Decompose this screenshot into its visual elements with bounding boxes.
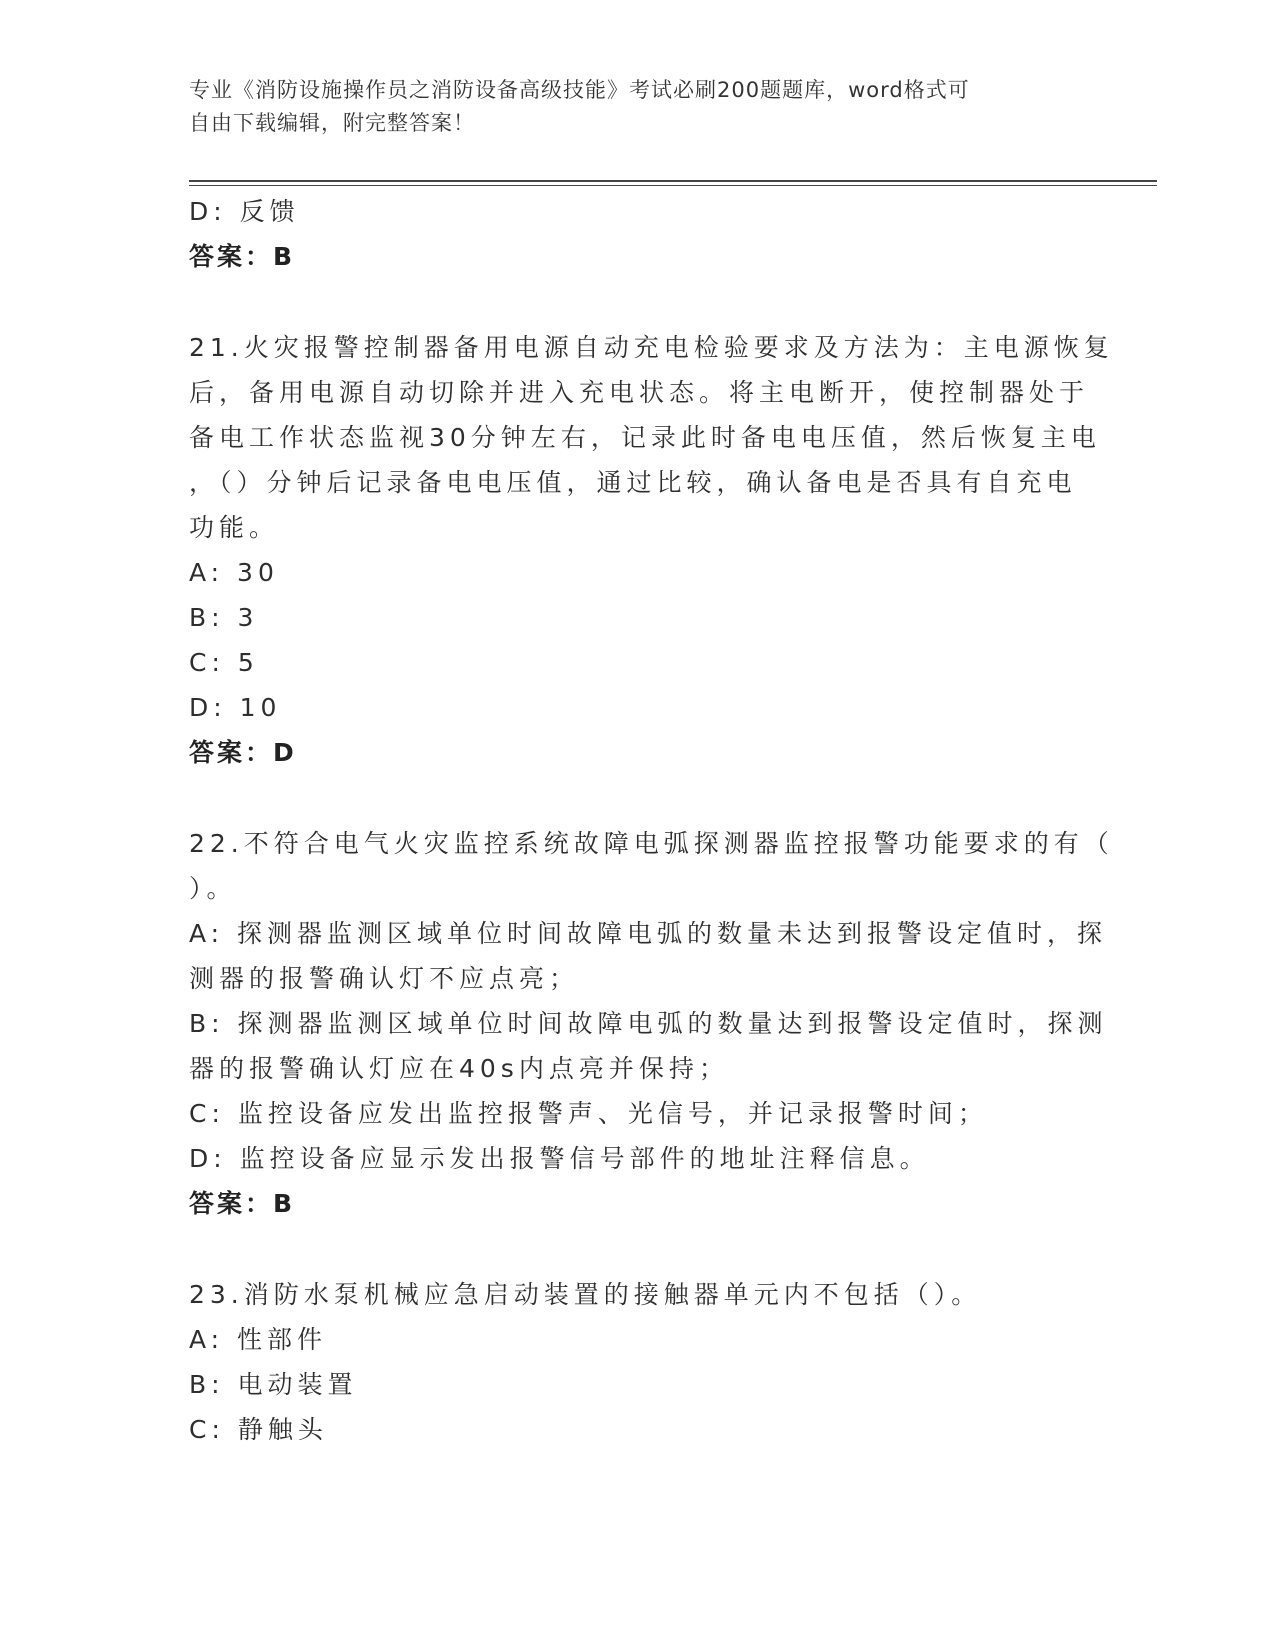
answer: 答案：D xyxy=(189,738,297,767)
question-22 xyxy=(189,821,1114,1226)
option-a: A: 30 xyxy=(189,558,279,587)
option-d: D: 10 xyxy=(189,693,282,722)
question-stem-line: 22.不符合电气火灾监控系统故障电弧探测器监控报警功能要求的有（ xyxy=(189,829,1114,858)
option-a-continued: 测器的报警确认灯不应点亮； xyxy=(189,964,580,993)
option-a: A: 性部件 xyxy=(189,1325,328,1354)
option-b: B: 探测器监测区域单位时间故障电弧的数量达到报警设定值时，探测 xyxy=(189,1009,1108,1038)
question-stem-line: 23.消防水泵机械应急启动装置的接触器单元内不包括（）。 xyxy=(189,1280,982,1309)
question-content xyxy=(189,189,1114,1452)
prev-option-d: D: 反馈 xyxy=(189,197,300,226)
option-a: A: 探测器监测区域单位时间故障电弧的数量未达到报警设定值时，探 xyxy=(189,919,1108,948)
document-header xyxy=(189,74,1069,140)
question-stem-line: ，（）分钟后记录备电电压值，通过比较，确认备电是否具有自充电 xyxy=(189,468,1077,497)
option-b: B: 3 xyxy=(189,603,259,632)
header-line-1: 专业《消防设施操作员之消防设备高级技能》考试必刷200题题库，word格式可 xyxy=(189,78,970,102)
option-c: C: 监控设备应发出监控报警声、光信号，并记录报警时间； xyxy=(189,1099,988,1128)
question-23 xyxy=(189,1272,1089,1452)
question-21 xyxy=(189,325,1114,775)
option-d: D: 监控设备应显示发出报警信号部件的地址注释信息。 xyxy=(189,1144,930,1173)
question-stem-line: 备电工作状态监视30分钟左右，记录此时备电电压值，然后恢复主电 xyxy=(189,423,1101,452)
spacer xyxy=(189,775,1089,821)
option-c: C: 5 xyxy=(189,648,259,677)
question-stem-line: 后，备用电源自动切除并进入充电状态。将主电断开，使控制器处于 xyxy=(189,378,1090,407)
option-b: B: 电动装置 xyxy=(189,1370,358,1399)
question-stem-line: ）。 xyxy=(189,874,237,903)
question-stem-line: 21.火灾报警控制器备用电源自动充电检验要求及方法为：主电源恢复 xyxy=(189,333,1114,362)
question-stem-line: 功能。 xyxy=(189,513,280,542)
spacer xyxy=(189,1226,1089,1272)
header-line-2: 自由下载编辑，附完整答案！ xyxy=(189,111,475,135)
header-divider xyxy=(189,180,1157,186)
prev-answer: 答案：B xyxy=(189,242,296,271)
option-b-continued: 器的报警确认灯应在40s内点亮并保持； xyxy=(189,1054,729,1083)
option-c: C: 静触头 xyxy=(189,1415,328,1444)
spacer xyxy=(189,279,1089,325)
answer: 答案：B xyxy=(189,1189,296,1218)
